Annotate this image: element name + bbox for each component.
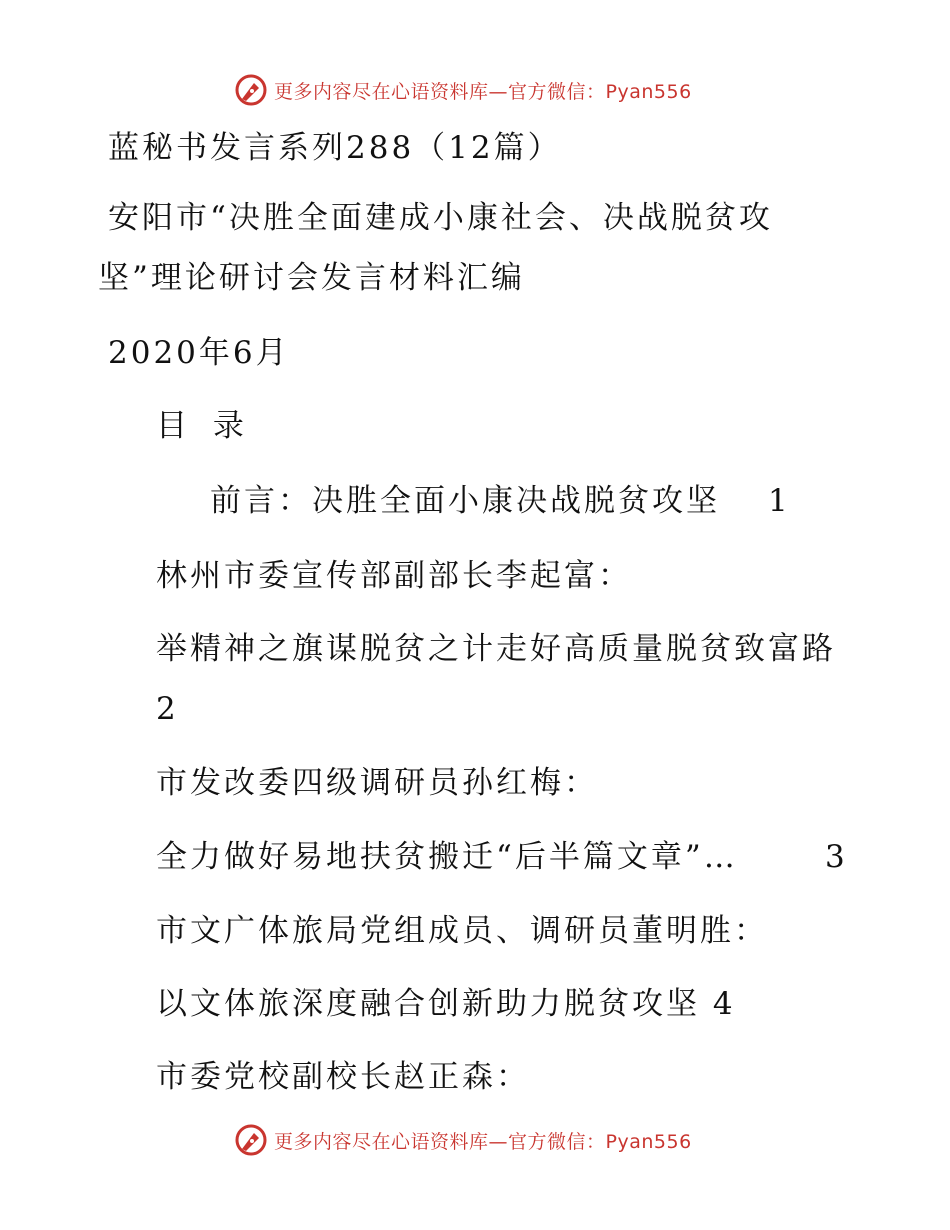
toc-preface: 前言：决胜全面小康决战脱贫攻坚 (210, 483, 720, 519)
pen-nib-logo-icon (234, 1123, 268, 1157)
series-title: 蓝秘书发言系列288（12篇） (108, 130, 562, 166)
toc-page-1: 2 (156, 691, 176, 727)
watermark-text: 更多内容尽在心语资料库—官方微信：Pyan556 (274, 1130, 692, 1153)
toc-title-3: 以文体旅深度融合创新助力脱贫攻坚 4 (156, 986, 736, 1022)
toc-heading: 目 录 (156, 408, 252, 444)
watermark-text: 更多内容尽在心语资料库—官方微信：Pyan556 (274, 80, 692, 103)
toc-author-2: 市发改委四级调研员孙红梅： (156, 765, 598, 801)
pen-nib-logo-icon (234, 73, 268, 107)
toc-author-3: 市文广体旅局党组成员、调研员董明胜： (156, 913, 768, 949)
toc-title-1: 举精神之旗谋脱贫之计走好高质量脱贫致富路 (156, 631, 836, 667)
toc-author-4: 市委党校副校长赵正森： (156, 1059, 530, 1095)
doc-date: 2020年6月 (108, 335, 290, 371)
footer-watermark (234, 1120, 692, 1160)
toc-author-1: 林州市委宣传部副部长李起富： (156, 558, 632, 594)
doc-title-line-2: 坚”理论研讨会发言材料汇编 (98, 260, 525, 296)
toc-page-2: 3 (825, 839, 845, 875)
toc-title-2: 全力做好易地扶贫搬迁“后半篇文章”… (156, 839, 738, 875)
header-watermark (234, 70, 692, 110)
doc-title-line-1: 安阳市“决胜全面建成小康社会、决战脱贫攻 (108, 200, 773, 236)
toc-preface-page: 1 (768, 483, 788, 519)
